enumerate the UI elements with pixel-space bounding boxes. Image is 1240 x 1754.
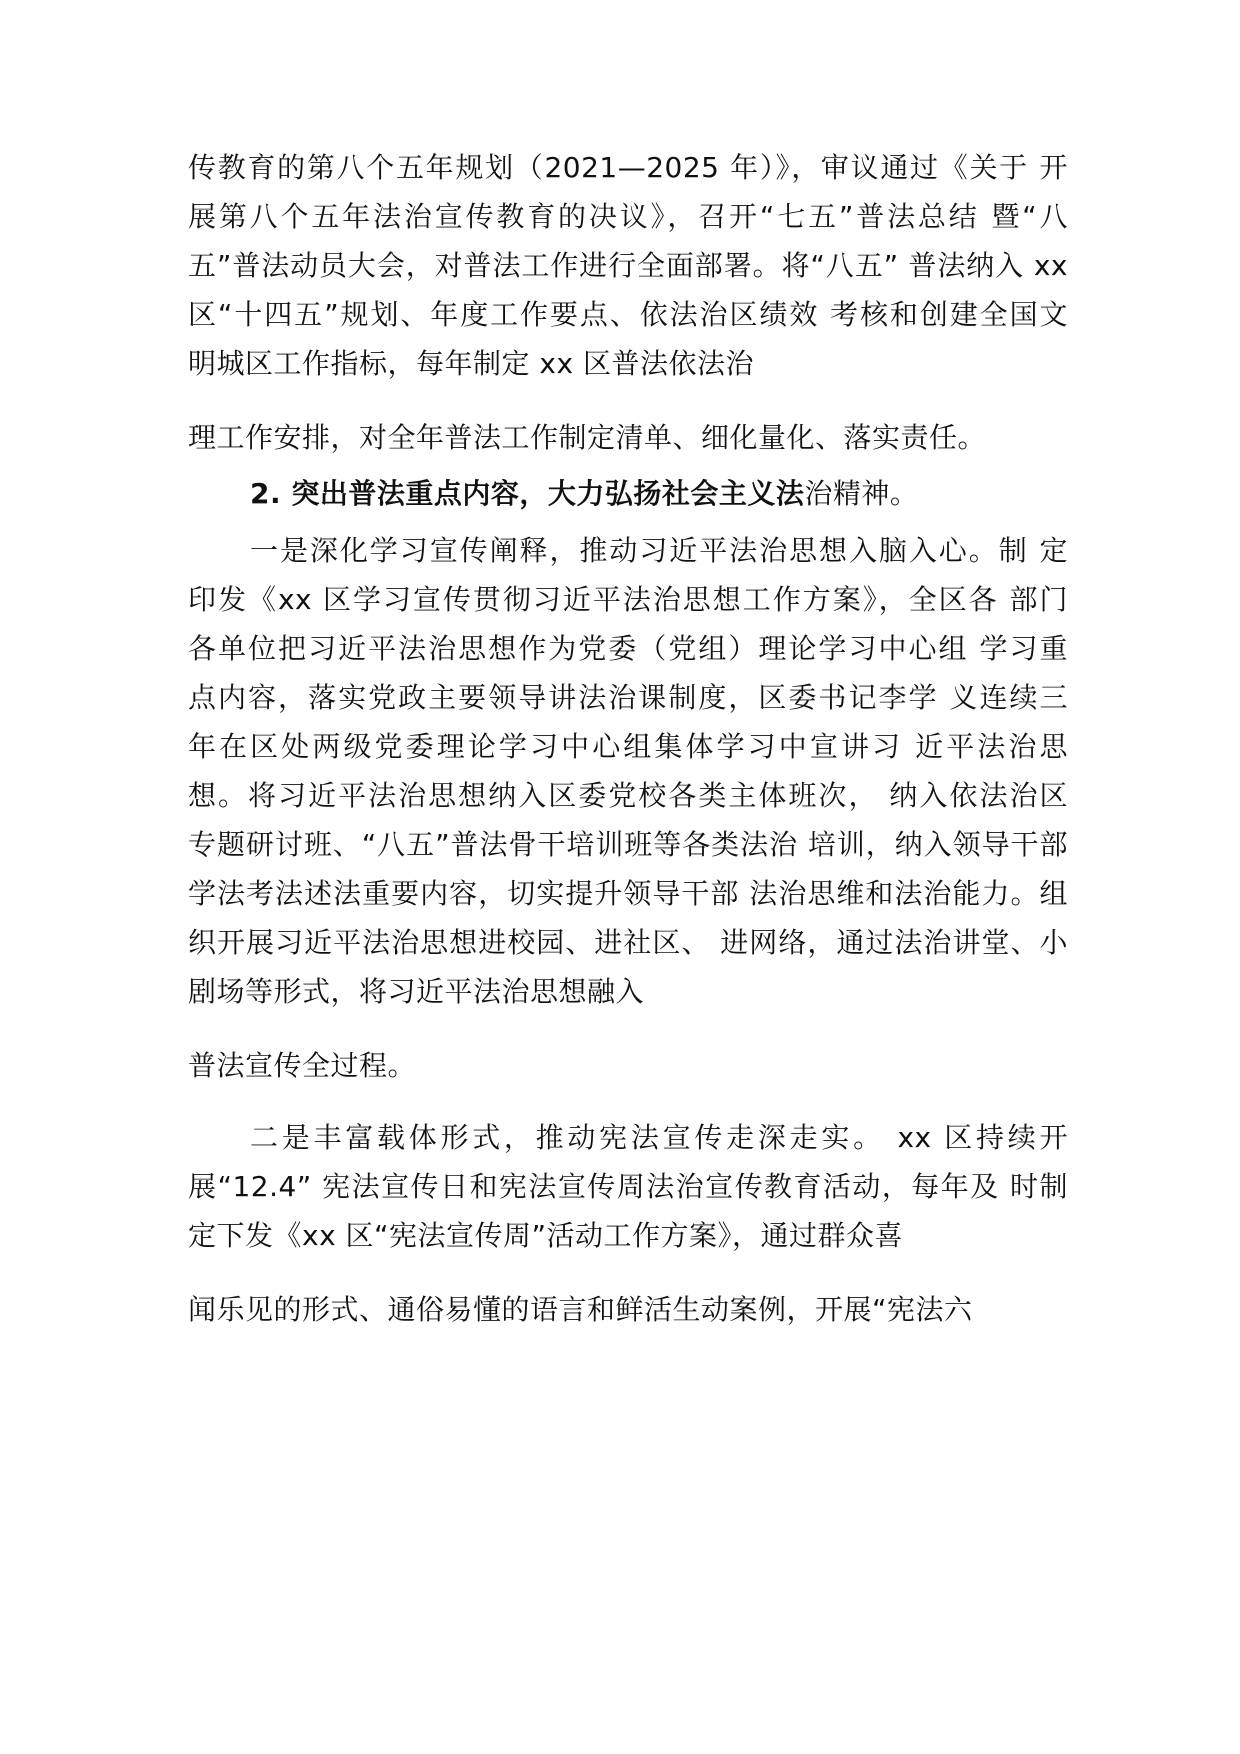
paragraph-line: 展“12.4” 宪法宣传日和宪法宣传周法治宣传教育活动，每年及 时制 [188,1170,1068,1203]
paragraph-line: 学法考法述法重要内容，切实提升领导干部 法治思维和法治能力。组 [188,877,1068,910]
paragraph-line: 五”普法动员大会，对普法工作进行全面部署。将“八五” 普法纳入 xx [188,249,1068,282]
paragraph-line: 展第八个五年法治宣传教育的决议》，召开“七五”普法总结 暨“八 [188,200,1068,233]
paragraph-line: 印发《xx 区学习宣传贯彻习近平法治思想工作方案》，全区各 部门 [188,583,1068,616]
paragraph-line: 区“十四五”规划、年度工作要点、依法治区绩效 考核和创建全国文 [188,298,1068,331]
paragraph-line: 想。将习近平法治思想纳入区委党校各类主体班次， 纳入依法治区 [188,779,1068,812]
paragraph-line: 专题研讨班、“八五”普法骨干培训班等各类法治 培训，纳入领导干部 [188,828,1068,861]
paragraph-line: 定下发《xx 区“宪法宣传周”活动工作方案》，通过群众喜 [188,1219,904,1252]
section-heading [250,476,1068,512]
paragraph-line: 传教育的第八个五年规划（2021—2025 年）》，审议通过《关于 开 [188,151,1068,184]
paragraph-line: 闻乐见的形式、通俗易懂的语言和鲜活生动案例，开展“宪法六 [188,1293,973,1326]
paragraph-line: 各单位把习近平法治思想作为党委（党组）理论学习中心组 学习重 [188,632,1068,665]
paragraph-line: 明城区工作指标，每年制定 xx 区普法依法治 [188,347,754,380]
paragraph-line: 织开展习近平法治思想进校园、进社区、 进网络，通过法治讲堂、小 [188,926,1068,959]
paragraph-line: 普法宣传全过程。 [188,1049,417,1082]
paragraph-line: 二是丰富载体形式，推动宪法宣传走深走实。 xx 区持续开 [250,1121,1068,1154]
paragraph-line: 剧场等形式，将习近平法治思想融入 [188,975,645,1008]
section-heading-bold: 2. 突出普法重点内容，大力弘扬社会主义法 [250,477,805,510]
paragraph-line: 一是深化学习宣传阐释，推动习近平法治思想入脑入心。制 定 [250,534,1068,567]
section-heading-normal: 治精神。 [804,477,919,510]
paragraph-line: 点内容，落实党政主要领导讲法治课制度，区委书记李学 义连续三 [188,681,1068,714]
paragraph-line: 理工作安排，对全年普法工作制定清单、细化量化、落实责任。 [188,421,987,454]
paragraph-line: 年在区处两级党委理论学习中心组集体学习中宣讲习 近平法治思 [188,730,1068,763]
